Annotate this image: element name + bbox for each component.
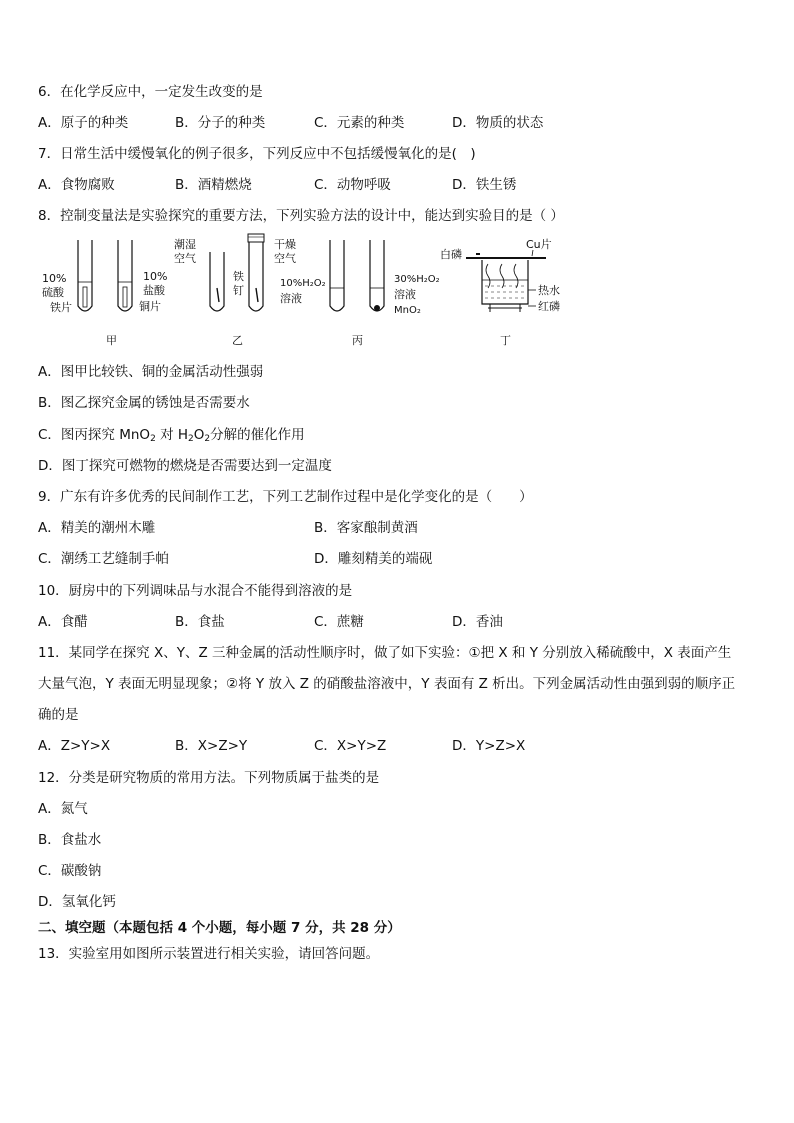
- ding-white-p-label: 白磷: [440, 248, 462, 261]
- q8-option-d: D．图丁探究可燃物的燃烧是否需要达到一定温度: [38, 458, 332, 474]
- q12-option-b: B．食盐水: [38, 832, 102, 848]
- q6-stem: 6．在化学反应中，一定发生改变的是: [38, 84, 263, 100]
- q12-option-d: D．氢氧化钙: [38, 894, 116, 910]
- yi-nail-right: [256, 288, 258, 302]
- yi-right-label-1: 干燥: [274, 238, 296, 251]
- bing-right-label-2: 溶液: [394, 288, 416, 301]
- q8-option-b: B．图乙探究金属的锈蚀是否需要水: [38, 395, 250, 411]
- section-2-heading: 二、填空题（本题包括 4 个小题，每小题 7 分，共 28 分）: [38, 920, 401, 936]
- bing-caption: 丙: [352, 334, 363, 347]
- jia-tube-right: [118, 240, 132, 311]
- q7-option-c: C．动物呼吸: [314, 177, 391, 193]
- q6-option-d: D．物质的状态: [452, 115, 544, 131]
- ding-red-p-label: 红磷: [538, 300, 560, 313]
- ding-cu-label: Cu片: [526, 238, 552, 251]
- jia-left-label-1: 10%: [42, 272, 67, 285]
- jia-left-label-3: 铁片: [50, 301, 72, 314]
- figure-yi: [174, 234, 296, 347]
- q11-option-a: A．Z>Y>X: [38, 738, 111, 754]
- bing-tube-left: [330, 240, 344, 311]
- jia-right-label-2: 盐酸: [143, 284, 165, 297]
- q12-option-c: C．碳酸钠: [38, 863, 102, 879]
- bing-tube-right: [370, 240, 384, 311]
- q8-option-a: A．图甲比较铁、铜的金属活动性强弱: [38, 364, 264, 380]
- q11-option-b: B．X>Z>Y: [175, 738, 248, 754]
- yi-left-label-2: 空气: [174, 252, 196, 265]
- q8-experiment-figure: [38, 232, 598, 352]
- q9-option-c: C．潮绣工艺缝制手帕: [38, 551, 169, 567]
- q10-option-b: B．食盐: [175, 614, 225, 630]
- figure-ding: [440, 237, 560, 347]
- jia-left-label-2: 硫酸: [42, 286, 64, 299]
- q11-stem-line-3: 确的是: [38, 707, 79, 723]
- yi-caption: 乙: [232, 334, 243, 347]
- q12-option-a: A．氮气: [38, 801, 88, 817]
- yi-tube-left: [210, 252, 224, 311]
- q11-option-d: D．Y>Z>X: [452, 738, 526, 754]
- q10-stem: 10．厨房中的下列调味品与水混合不能得到溶液的是: [38, 583, 353, 599]
- q6-option-c: C．元素的种类: [314, 115, 405, 131]
- jia-tube-left: [78, 240, 92, 311]
- jia-copper-strip: [123, 287, 127, 307]
- figure-bing: [280, 240, 440, 347]
- bing-left-label-2: 溶液: [280, 292, 302, 305]
- q6-option-a: A．原子的种类: [38, 115, 129, 131]
- q9-option-a: A．精美的潮州木雕: [38, 520, 156, 536]
- q10-option-a: A．食醋: [38, 614, 88, 630]
- q13-stem: 13．实验室用如图所示装置进行相关实验，请回答问题。: [38, 946, 380, 962]
- q6-option-b: B．分子的种类: [175, 115, 266, 131]
- q9-option-d: D．雕刻精美的端砚: [314, 551, 433, 567]
- yi-nail-label-2: 钉: [233, 284, 244, 297]
- ding-water-label: 热水: [538, 284, 560, 297]
- yi-left-label-1: 潮湿: [174, 238, 196, 251]
- bing-mno2-powder: [374, 305, 380, 311]
- q8-stem: 8．控制变量法是实验探究的重要方法，下列实验方法的设计中，能达到实验目的是（ ）: [38, 208, 564, 224]
- q7-stem: 7．日常生活中缓慢氧化的例子很多，下列反应中不包括缓慢氧化的是( ): [38, 146, 476, 162]
- q9-stem: 9．广东有许多优秀的民间制作工艺，下列工艺制作过程中是化学变化的是（ ）: [38, 489, 533, 505]
- bing-left-label-1: 10%H₂O₂: [280, 278, 326, 289]
- jia-iron-strip: [83, 287, 87, 307]
- jia-right-label-1: 10%: [143, 270, 168, 283]
- q11-option-c: C．X>Y>Z: [314, 738, 387, 754]
- ding-caption: 丁: [500, 334, 511, 347]
- yi-nail-left: [217, 288, 219, 302]
- q7-option-d: D．铁生锈: [452, 177, 517, 193]
- q11-stem-line-1: 11．某同学在探究 X、Y、Z 三种金属的活动性顺序时，做了如下实验：①把 X 和 Y 分别放入稀硫酸中，X 表面产生: [38, 645, 732, 661]
- yi-nail-label-1: 铁: [233, 270, 244, 283]
- jia-caption: 甲: [106, 334, 117, 347]
- q9-option-b: B．客家酿制黄酒: [314, 520, 418, 536]
- figure-jia: [42, 240, 167, 347]
- yi-right-label-2: 空气: [274, 252, 296, 265]
- yi-stopper: [248, 234, 264, 242]
- q8-option-c: C．图丙探究 MnO$_2$ 对 $H_2O_2$分解的催化作用: [38, 427, 305, 444]
- q7-option-a: A．食物腐败: [38, 177, 115, 193]
- bing-right-label-3: MnO₂: [394, 305, 421, 316]
- yi-tube-right: [249, 242, 263, 311]
- q7-option-b: B．酒精燃烧: [175, 177, 252, 193]
- jia-right-label-3: 铜片: [139, 300, 161, 313]
- q11-stem-line-2: 大量气泡，Y 表面无明显现象；②将 Y 放入 Z 的硝酸盐溶液中，Y 表面有 Z 析出。下列金属活动性由强到弱的顺序正: [38, 676, 736, 692]
- ding-beaker: [482, 260, 528, 304]
- q10-option-c: C．蔗糖: [314, 614, 364, 630]
- q10-option-d: D．香油: [452, 614, 503, 630]
- bing-right-label-1: 30%H₂O₂: [394, 274, 440, 285]
- q12-stem: 12．分类是研究物质的常用方法。下列物质属于盐类的是: [38, 770, 380, 786]
